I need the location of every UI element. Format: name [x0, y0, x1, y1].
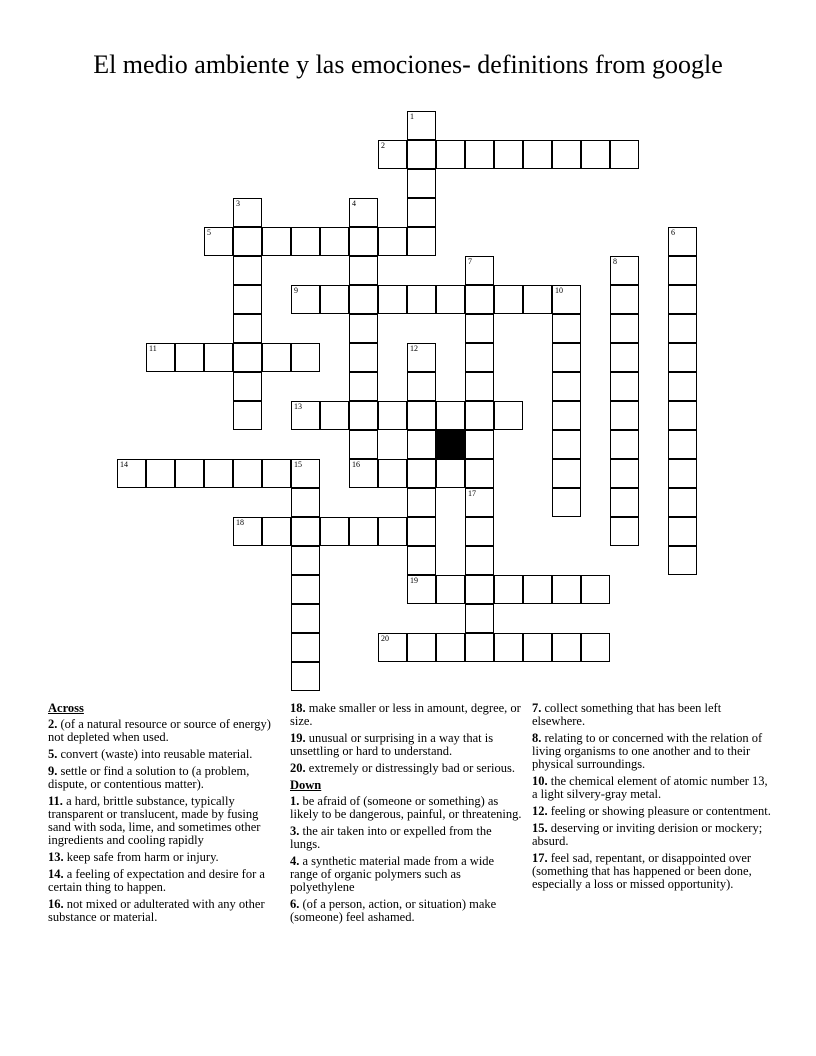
grid-cell[interactable]	[668, 430, 697, 459]
grid-cell[interactable]	[407, 285, 436, 314]
clue-number: 3.	[290, 824, 300, 838]
grid-cell[interactable]	[465, 604, 494, 633]
clue-number: 7.	[532, 701, 542, 715]
clue-number: 19	[410, 576, 418, 585]
page-title: El medio ambiente y las emociones- definitions from google	[93, 50, 723, 79]
across-clue	[290, 732, 522, 758]
grid-cell[interactable]	[378, 459, 407, 488]
grid-cell[interactable]	[552, 314, 581, 343]
clue-number: 4	[352, 199, 356, 208]
clue-number: 10.	[532, 774, 548, 788]
grid-cell[interactable]	[610, 256, 639, 285]
down-clue	[532, 852, 772, 891]
clue-text: extremely or distressingly bad or serious.	[305, 761, 515, 775]
grid-cell[interactable]	[610, 343, 639, 372]
clue-text: the chemical element of atomic number 13, a light silvery-gray metal.	[532, 774, 768, 801]
clue-text: relating to or concerned with the relation of living organisms to one another and to their physical surroundings.	[532, 731, 763, 771]
clue-number: 14.	[48, 867, 64, 881]
grid-cell[interactable]	[349, 459, 378, 488]
clue-number: 15	[294, 460, 302, 469]
black-square	[436, 430, 465, 459]
grid-cell[interactable]	[436, 140, 465, 169]
grid-cell[interactable]	[523, 575, 552, 604]
clue-number: 12.	[532, 804, 548, 818]
grid-cell[interactable]	[233, 227, 262, 256]
grid-cell[interactable]	[262, 227, 291, 256]
grid-cell[interactable]	[378, 140, 407, 169]
grid-cell[interactable]	[233, 372, 262, 401]
grid-cell[interactable]	[146, 343, 175, 372]
grid-cell[interactable]	[494, 575, 523, 604]
clue-number: 13.	[48, 850, 64, 864]
grid-cell[interactable]	[668, 314, 697, 343]
across-list-a	[48, 718, 280, 924]
down-clue	[290, 898, 522, 924]
clue-text: not mixed or adulterated with any other substance or material.	[48, 897, 265, 924]
grid-cell[interactable]	[552, 140, 581, 169]
grid-cell[interactable]	[523, 285, 552, 314]
grid-cell[interactable]	[378, 633, 407, 662]
grid-cell[interactable]	[291, 575, 320, 604]
grid-cell[interactable]	[552, 633, 581, 662]
grid-cell[interactable]	[465, 546, 494, 575]
clue-number: 9.	[48, 764, 58, 778]
clue-number: 15.	[532, 821, 548, 835]
clue-number: 12	[410, 344, 418, 353]
grid-cell[interactable]	[117, 459, 146, 488]
grid-cell[interactable]	[465, 633, 494, 662]
grid-cell[interactable]	[552, 459, 581, 488]
across-clue	[48, 868, 280, 894]
clue-number: 20	[381, 634, 389, 643]
grid-cell[interactable]	[523, 140, 552, 169]
grid-cell[interactable]	[668, 285, 697, 314]
clue-text: a synthetic material made from a wide range of organic polymers such as polyethylene	[290, 854, 495, 894]
clue-number: 1.	[290, 794, 300, 808]
clue-number: 5.	[48, 747, 58, 761]
grid-cell[interactable]	[349, 372, 378, 401]
clue-number: 9	[294, 286, 298, 295]
clue-number: 2.	[48, 717, 58, 731]
clue-number: 6	[671, 228, 675, 237]
clue-number: 17.	[532, 851, 548, 865]
grid-cell[interactable]	[407, 227, 436, 256]
down-clue	[532, 775, 772, 801]
down-clue	[290, 795, 522, 821]
across-clue	[48, 898, 280, 924]
grid-cell[interactable]	[552, 343, 581, 372]
clue-number: 14	[120, 460, 128, 469]
grid-cell[interactable]	[465, 401, 494, 430]
grid-cell[interactable]	[175, 343, 204, 372]
grid-cell[interactable]	[581, 575, 610, 604]
grid-cell[interactable]	[378, 517, 407, 546]
grid-cell[interactable]	[262, 343, 291, 372]
grid-cell[interactable]	[465, 372, 494, 401]
grid-cell[interactable]	[291, 285, 320, 314]
grid-cell[interactable]	[465, 314, 494, 343]
grid-cell[interactable]	[349, 198, 378, 227]
grid-cell[interactable]	[233, 285, 262, 314]
grid-cell[interactable]	[378, 227, 407, 256]
grid-cell[interactable]	[291, 459, 320, 488]
grid-cell[interactable]	[349, 314, 378, 343]
clue-number: 18.	[290, 701, 306, 715]
grid-cell[interactable]	[233, 401, 262, 430]
clue-text: deserving or inviting derision or mockery; absurd.	[532, 821, 763, 848]
grid-cell[interactable]	[349, 256, 378, 285]
grid-cell[interactable]	[436, 575, 465, 604]
grid-cell[interactable]	[436, 401, 465, 430]
grid-cell[interactable]	[668, 546, 697, 575]
grid-cell[interactable]	[233, 343, 262, 372]
clue-number: 1	[410, 112, 414, 121]
grid-cell[interactable]	[668, 372, 697, 401]
grid-cell[interactable]	[407, 488, 436, 517]
clue-number: 6.	[290, 897, 300, 911]
across-heading: Across	[48, 701, 84, 715]
grid-cell[interactable]	[552, 488, 581, 517]
grid-cell[interactable]	[407, 198, 436, 227]
clue-number: 3	[236, 199, 240, 208]
clue-text: (of a natural resource or source of energy) not depleted when used.	[48, 717, 271, 744]
across-clue	[48, 765, 280, 791]
clue-number: 11.	[48, 794, 63, 808]
grid-cell[interactable]	[233, 314, 262, 343]
grid-cell[interactable]	[610, 459, 639, 488]
grid-cell[interactable]	[610, 401, 639, 430]
grid-cell[interactable]	[581, 633, 610, 662]
grid-cell[interactable]	[407, 343, 436, 372]
grid-cell[interactable]	[494, 285, 523, 314]
grid-cell[interactable]	[349, 401, 378, 430]
across-clue	[290, 762, 522, 775]
grid-cell[interactable]	[610, 517, 639, 546]
grid-cell[interactable]	[436, 459, 465, 488]
clue-number: 4.	[290, 854, 300, 868]
grid-cell[interactable]	[407, 401, 436, 430]
grid-cell[interactable]	[175, 459, 204, 488]
grid-cell[interactable]	[552, 372, 581, 401]
grid-cell[interactable]	[552, 401, 581, 430]
grid-cell[interactable]	[407, 517, 436, 546]
grid-cell[interactable]	[146, 459, 175, 488]
grid-cell[interactable]	[465, 256, 494, 285]
clue-number: 17	[468, 489, 476, 498]
across-clue	[48, 851, 280, 864]
grid-cell[interactable]	[668, 227, 697, 256]
down-clue	[532, 805, 772, 818]
clue-number: 16	[352, 460, 360, 469]
clue-number: 8.	[532, 731, 542, 745]
clue-number: 13	[294, 402, 302, 411]
clue-number: 19.	[290, 731, 306, 745]
down-clue	[532, 732, 772, 771]
grid-cell[interactable]	[610, 372, 639, 401]
grid-cell[interactable]	[465, 488, 494, 517]
clue-number: 2	[381, 141, 385, 150]
grid-cell[interactable]	[291, 488, 320, 517]
across-clue	[48, 718, 280, 744]
grid-cell[interactable]	[291, 633, 320, 662]
across-clue	[48, 795, 280, 847]
grid-cell[interactable]	[465, 140, 494, 169]
grid-cell[interactable]	[378, 285, 407, 314]
grid-cell[interactable]	[436, 633, 465, 662]
grid-cell[interactable]	[262, 517, 291, 546]
grid-cell[interactable]	[610, 488, 639, 517]
grid-cell[interactable]	[233, 517, 262, 546]
grid-cell[interactable]	[320, 401, 349, 430]
across-clue	[290, 702, 522, 728]
grid-cell[interactable]	[349, 343, 378, 372]
grid-cell[interactable]	[320, 517, 349, 546]
grid-cell[interactable]	[494, 401, 523, 430]
clue-text: feeling or showing pleasure or contentment.	[547, 804, 771, 818]
grid-cell[interactable]	[291, 401, 320, 430]
grid-cell[interactable]	[378, 401, 407, 430]
clues-col-1	[48, 702, 280, 928]
grid-cell[interactable]	[291, 343, 320, 372]
grid-cell[interactable]	[494, 140, 523, 169]
grid-cell[interactable]	[291, 546, 320, 575]
grid-cell[interactable]	[668, 256, 697, 285]
grid-cell[interactable]	[407, 575, 436, 604]
grid-cell[interactable]	[465, 575, 494, 604]
grid-cell[interactable]	[668, 343, 697, 372]
grid-cell[interactable]	[407, 169, 436, 198]
clue-number: 7	[468, 257, 472, 266]
clue-text: a hard, brittle substance, typically transparent or translucent, made by fusing sand with soda, lime, and sometimes other ingredients and cooling rapidly	[48, 794, 261, 847]
grid-cell[interactable]	[610, 314, 639, 343]
grid-cell[interactable]	[349, 430, 378, 459]
grid-cell[interactable]	[668, 488, 697, 517]
clue-number: 11	[149, 344, 157, 353]
clue-text: keep safe from harm or injury.	[63, 850, 219, 864]
clue-text: settle or find a solution to (a problem, dispute, or contentious matter).	[48, 764, 250, 791]
grid-cell[interactable]	[407, 111, 436, 140]
down-clue	[532, 702, 772, 728]
grid-cell[interactable]	[668, 459, 697, 488]
grid-cell[interactable]	[233, 459, 262, 488]
grid-cell[interactable]	[552, 575, 581, 604]
grid-cell[interactable]	[668, 517, 697, 546]
grid-cell[interactable]	[407, 459, 436, 488]
grid-cell[interactable]	[610, 140, 639, 169]
grid-cell[interactable]	[523, 633, 552, 662]
grid-cell[interactable]	[668, 401, 697, 430]
grid-cell[interactable]	[291, 517, 320, 546]
grid-cell[interactable]	[320, 227, 349, 256]
grid-cell[interactable]	[407, 140, 436, 169]
grid-cell[interactable]	[233, 256, 262, 285]
clue-number: 16.	[48, 897, 64, 911]
grid-cell[interactable]	[407, 372, 436, 401]
clue-text: make smaller or less in amount, degree, or size.	[290, 701, 521, 728]
grid-cell[interactable]	[465, 430, 494, 459]
grid-cell[interactable]	[204, 343, 233, 372]
clue-number: 10	[555, 286, 563, 295]
grid-cell[interactable]	[407, 633, 436, 662]
grid-cell[interactable]	[552, 430, 581, 459]
clue-text: collect something that has been left elsewhere.	[532, 701, 722, 728]
clue-number: 8	[613, 257, 617, 266]
grid-cell[interactable]	[291, 604, 320, 633]
grid-cell[interactable]	[291, 227, 320, 256]
grid-cell[interactable]	[320, 285, 349, 314]
grid-cell[interactable]	[552, 285, 581, 314]
grid-cell[interactable]	[610, 430, 639, 459]
grid-cell[interactable]	[465, 517, 494, 546]
grid-cell[interactable]	[262, 459, 291, 488]
clue-text: unusual or surprising in a way that is unsettling or hard to understand.	[290, 731, 494, 758]
grid-cell[interactable]	[204, 227, 233, 256]
grid-cell[interactable]	[407, 546, 436, 575]
down-heading: Down	[290, 778, 322, 792]
grid-cell[interactable]	[465, 343, 494, 372]
clue-text: (of a person, action, or situation) make (someone) feel ashamed.	[290, 897, 497, 924]
grid-cell[interactable]	[233, 198, 262, 227]
clue-text: a feeling of expectation and desire for a certain thing to happen.	[48, 867, 265, 894]
clue-number: 20.	[290, 761, 306, 775]
clue-number: 18	[236, 518, 244, 527]
across-clue	[48, 748, 280, 761]
grid-cell[interactable]	[349, 285, 378, 314]
clue-text: feel sad, repentant, or disappointed over (something that has happened or been done, especially a loss or missed opportunity).	[532, 851, 752, 891]
clue-text: be afraid of (someone or something) as likely to be dangerous, painful, or threatening.	[290, 794, 522, 821]
grid-cell[interactable]	[349, 227, 378, 256]
grid-cell[interactable]	[610, 285, 639, 314]
grid-cell[interactable]	[465, 285, 494, 314]
clues-col-3	[532, 702, 772, 895]
clue-number: 5	[207, 228, 211, 237]
grid-cell[interactable]	[349, 517, 378, 546]
clue-text: convert (waste) into reusable material.	[57, 747, 253, 761]
grid-cell[interactable]	[581, 140, 610, 169]
clues-col-2	[290, 702, 522, 928]
grid-cell[interactable]	[291, 662, 320, 691]
grid-cell[interactable]	[465, 459, 494, 488]
grid-cell[interactable]	[204, 459, 233, 488]
grid-cell[interactable]	[436, 285, 465, 314]
down-clue	[290, 825, 522, 851]
down-clue	[290, 855, 522, 894]
clue-text: the air taken into or expelled from the lungs.	[290, 824, 492, 851]
grid-cell[interactable]	[407, 430, 436, 459]
down-clue	[532, 822, 772, 848]
grid-cell[interactable]	[494, 633, 523, 662]
